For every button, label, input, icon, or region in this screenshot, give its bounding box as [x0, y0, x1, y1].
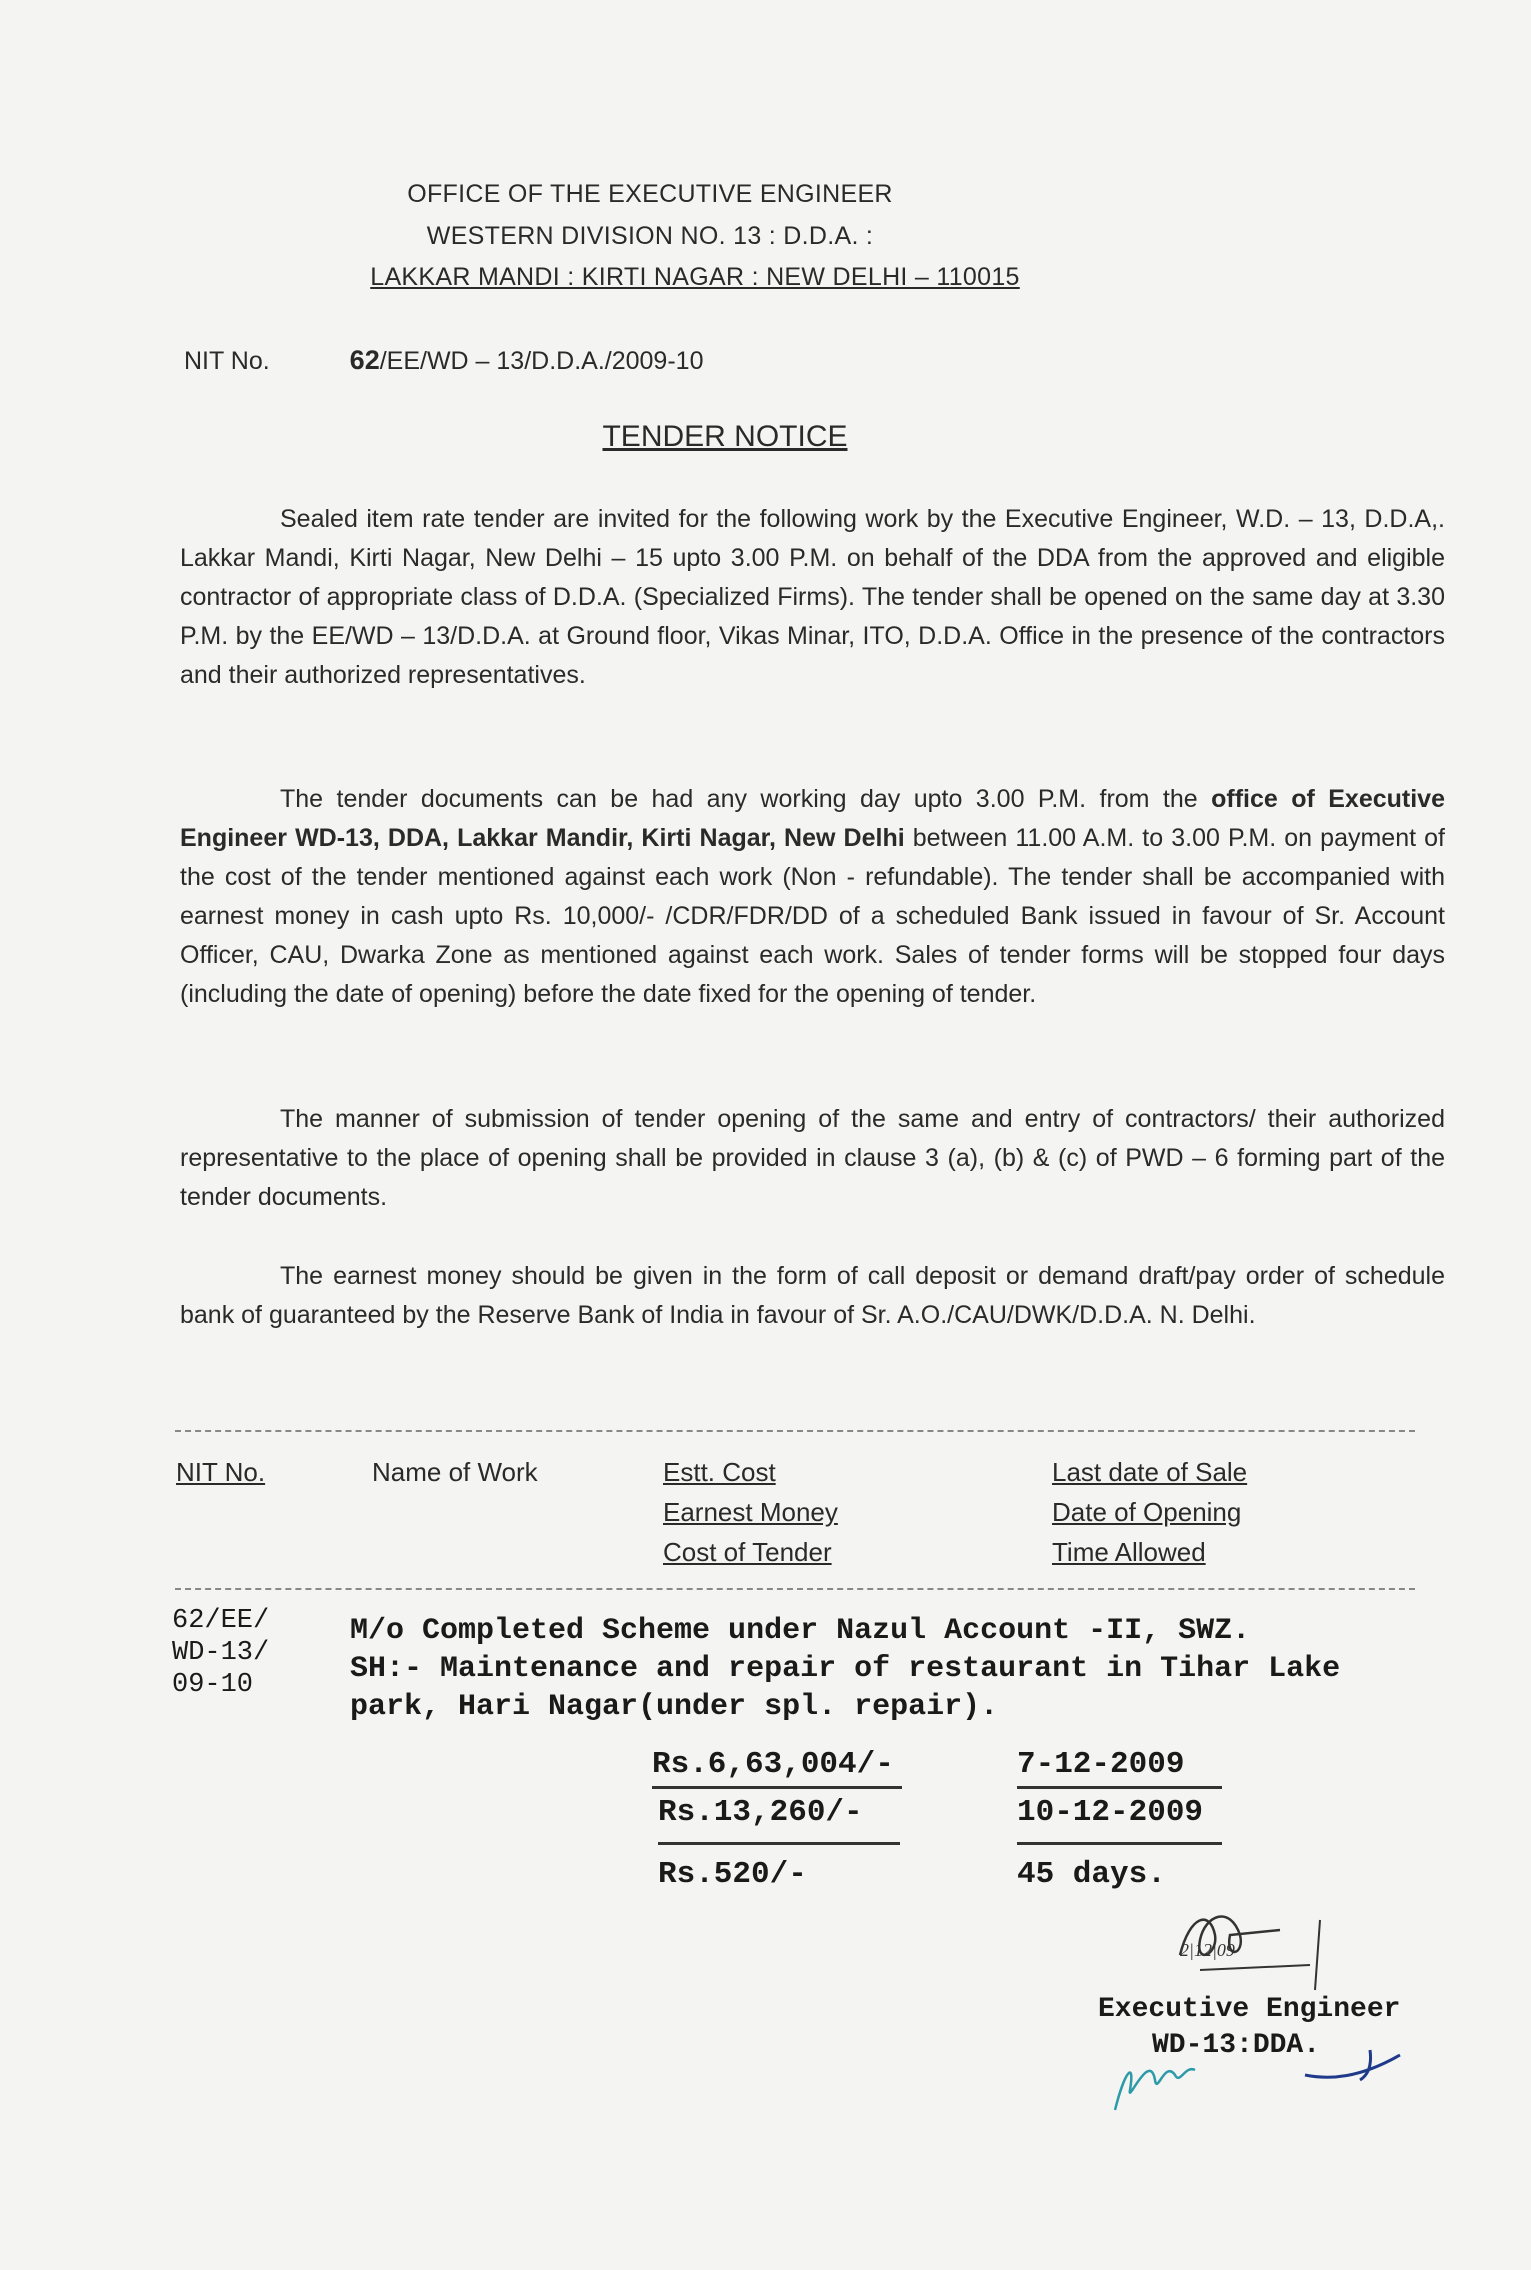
signature-designation: Executive Engineer — [1098, 1994, 1401, 2025]
col-header-earnest-money: Earnest Money — [663, 1497, 838, 1527]
paragraph-documents-office: office of Executive Engineer WD-13, DDA, Lakkar Mandir, Kirti Nagar, New Delhi — [180, 785, 1445, 852]
col-header-time-allowed: Time Allowed — [1052, 1537, 1206, 1567]
last-date-rule — [1017, 1786, 1222, 1789]
signature-date: 2|12|09 — [1180, 1940, 1235, 1960]
earnest-money-rule — [658, 1842, 900, 1845]
signature-office: WD-13:DDA. — [1152, 2030, 1321, 2061]
paragraph-documents-a: The tender documents can be had any working day upto 3.00 P.M. from the — [280, 785, 1212, 813]
nit-reference — [184, 345, 703, 376]
paragraph-invitation: Sealed item rate tender are invited for the following work by the Executive Engineer, W.D. – 13, D.D.A,. Lakkar Mandi, Kirti Nagar, New Delhi – 15 upto 3.00 P.M. on behalf of the DDA from the approved and eligible contractor of appropriate class of D.D.A. (Specialized Firms). The tender shall be opened on the same day at 3.30 P.M. by the EE/WD – 13/D.D.A. at Ground floor, Vikas Minar, ITO, D.D.A. Office in the presence of the contractors and their authorized representatives. — [180, 505, 1445, 689]
paragraph-documents-c: between 11.00 A.M. to 3.00 P.M. on payment of the cost of the tender mentioned against each work (Non - refundable). The tender shall be accompanied with earnest money in cash upto Rs. 10,000/- /CDR/FDR/DD of a scheduled Bank issued in favour of Sr. Account Officer, CAU, Dwarka Zone as mentioned against each work. Sales of tender forms will be stopped four days (including the date of opening) before the date fixed for the opening of tender. — [180, 824, 1445, 1008]
work-cost-of-tender: Rs.520/- — [658, 1857, 807, 1892]
nit-suffix: /EE/WD – 13/D.D.A./2009-10 — [379, 347, 704, 375]
col-header-cost-of-tender: Cost of Tender — [663, 1537, 832, 1567]
work-nit-line3: 09-10 — [172, 1670, 254, 1700]
work-date-of-opening: 10-12-2009 — [1017, 1795, 1204, 1830]
work-nit-number — [172, 1605, 269, 1701]
work-estt-cost: Rs.6,63,004/- — [652, 1747, 894, 1782]
office-header-address: LAKKAR MANDI : KIRTI NAGAR : NEW DELHI – 110015 — [370, 263, 1020, 291]
col-header-date-of-opening: Date of Opening — [1052, 1497, 1242, 1527]
page-title: TENDER NOTICE — [602, 420, 848, 453]
col-header-name-of-work: Name of Work — [372, 1457, 538, 1487]
paragraph-submission: The manner of submission of tender opening of the same and entry of contractors/ their authorized representative to the place of opening shall be provided in clause 3 (a), (b) & (c) of PWD – 6 forming part of the tender documents. — [180, 1105, 1445, 1211]
nit-number: 62 — [349, 345, 380, 375]
work-last-date-of-sale: 7-12-2009 — [1017, 1747, 1185, 1782]
table-header-divider — [175, 1588, 1415, 1590]
work-name-line3: park, Hari Nagar(under spl. repair). — [350, 1690, 999, 1724]
nit-label: NIT No. — [184, 347, 270, 375]
work-name — [350, 1612, 1340, 1726]
col-header-last-date-of-sale: Last date of Sale — [1052, 1457, 1248, 1487]
work-nit-line2: WD-13/ — [172, 1638, 270, 1668]
work-earnest-money: Rs.13,260/- — [658, 1795, 863, 1830]
pen-stroke-icon — [1300, 2040, 1410, 2090]
paragraph-documents — [180, 780, 1445, 1014]
col-header-nit-no: NIT No. — [176, 1457, 266, 1487]
paragraph-earnest-money: The earnest money should be given in the form of call deposit or demand draft/pay order of schedule bank of guaranteed by the Reserve Bank of India in favour of Sr. A.O./CAU/DWK/D.D.A. N. Delhi. — [180, 1262, 1445, 1329]
office-header-line2: WESTERN DIVISION NO. 13 : D.D.A. : — [426, 222, 874, 250]
estt-cost-rule — [652, 1786, 902, 1789]
work-name-line1: M/o Completed Scheme under Nazul Account -II, SWZ. — [350, 1614, 1251, 1648]
work-time-allowed: 45 days. — [1017, 1857, 1166, 1892]
date-of-opening-rule — [1017, 1842, 1222, 1845]
work-nit-line1: 62/EE/ — [172, 1606, 270, 1636]
col-header-estt-cost: Estt. Cost — [663, 1457, 776, 1487]
office-header-line1: OFFICE OF THE EXECUTIVE ENGINEER — [407, 180, 893, 208]
work-name-line2: SH:- Maintenance and repair of restaurant in Tihar Lake — [350, 1652, 1341, 1686]
table-top-divider — [175, 1430, 1415, 1432]
initials-blue-ink-icon — [1105, 2030, 1205, 2120]
